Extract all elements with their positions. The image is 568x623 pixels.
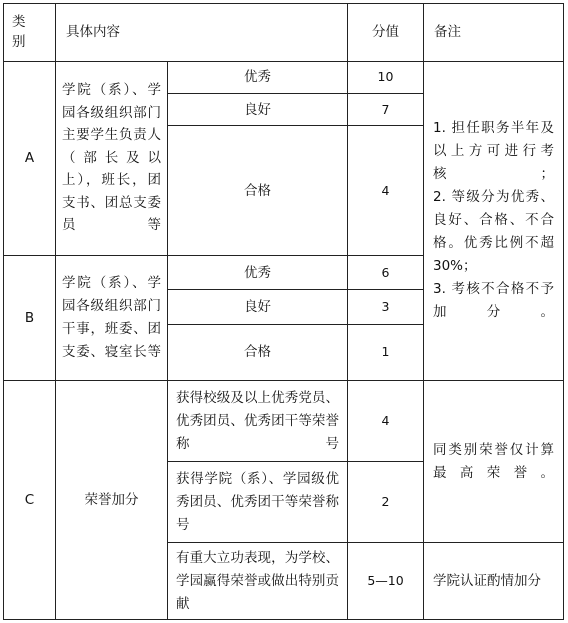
- header-content: 具体内容: [56, 4, 348, 62]
- header-remark: 备注: [424, 4, 564, 62]
- header-category: 类 别: [4, 4, 56, 62]
- scoring-table: [3, 3, 564, 620]
- level-label: 合格: [168, 324, 348, 381]
- level-label: 良好: [168, 94, 348, 126]
- score-value: 4: [348, 126, 424, 255]
- category-c: C: [4, 381, 56, 620]
- level-label: 良好: [168, 290, 348, 324]
- score-value: 3: [348, 290, 424, 324]
- level-label: 合格: [168, 126, 348, 255]
- category-b: B: [4, 255, 56, 380]
- score-value: 4: [348, 381, 424, 462]
- c-remark-1: 同类别荣誉仅计算最高荣誉。: [424, 381, 564, 543]
- category-c-content: 荣誉加分: [56, 381, 168, 620]
- header-row: [4, 4, 564, 62]
- honor-item: 获得学院（系）、学园级优秀团员、优秀团干等荣誉称号: [168, 462, 348, 543]
- score-value: 10: [348, 61, 424, 93]
- table-row: [4, 61, 564, 93]
- score-value: 5—10: [348, 543, 424, 620]
- score-value: 7: [348, 94, 424, 126]
- ab-remark: 1. 担任职务半年及以上方可进行考核； 2. 等级分为优秀、良好、合格、不合格。优秀比例不超30%； 3. 考核不合格不予加分。: [424, 61, 564, 381]
- category-a-content: 学院（系）、学园各级组织部门主要学生负责人（部长及以上），班长，团支书、团总支委员等: [56, 61, 168, 255]
- header-score: 分值: [348, 4, 424, 62]
- honor-item: 有重大立功表现，为学校、学园赢得荣誉或做出特别贡献: [168, 543, 348, 620]
- level-label: 优秀: [168, 255, 348, 289]
- honor-item: 获得校级及以上优秀党员、优秀团员、优秀团干等荣誉称号: [168, 381, 348, 462]
- score-value: 2: [348, 462, 424, 543]
- category-a: A: [4, 61, 56, 255]
- level-label: 优秀: [168, 61, 348, 93]
- score-value: 1: [348, 324, 424, 381]
- score-value: 6: [348, 255, 424, 289]
- c-remark-2: 学院认证酌情加分: [424, 543, 564, 620]
- category-b-content: 学院（系）、学园各级组织部门干事，班委、团支委、寝室长等: [56, 255, 168, 380]
- table-row: [4, 381, 564, 462]
